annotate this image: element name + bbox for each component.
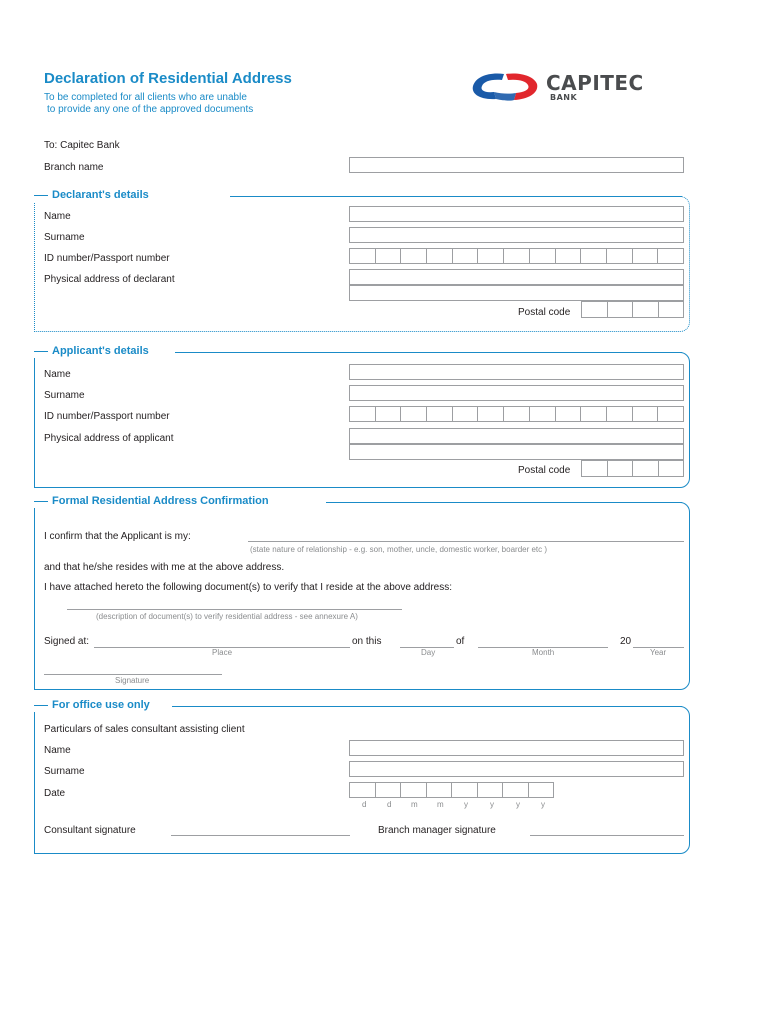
capitec-logo-icon xyxy=(470,70,540,104)
applicant-surname-field[interactable] xyxy=(349,385,684,401)
subtitle-line-2: to provide any one of the approved documents xyxy=(47,104,254,115)
place-hint: Place xyxy=(212,648,233,657)
logo-subtext: BANK xyxy=(550,93,578,102)
date-hint-m2: m xyxy=(437,800,444,809)
applicant-surname-label: Surname xyxy=(44,390,85,401)
signature-hint: Signature xyxy=(115,676,150,685)
declarant-surname-label: Surname xyxy=(44,232,85,243)
to-capitec-label: To: Capitec Bank xyxy=(44,140,120,151)
applicant-id-field[interactable] xyxy=(349,406,684,422)
confirmation-section-title: Formal Residential Address Confirmation xyxy=(34,495,275,507)
office-surname-field[interactable] xyxy=(349,761,684,777)
date-hint-m1: m xyxy=(411,800,418,809)
year-hint: Year xyxy=(650,648,667,657)
declarant-address-label: Physical address of declarant xyxy=(44,274,175,285)
declarant-name-field[interactable] xyxy=(349,206,684,222)
declarant-address-line-1[interactable] xyxy=(349,269,684,285)
declarant-section-title: Declarant's details xyxy=(34,189,155,201)
applicant-name-label: Name xyxy=(44,369,71,380)
consultant-signature-label: Consultant signature xyxy=(44,825,136,836)
relationship-line[interactable] xyxy=(248,541,684,542)
on-this-label: on this xyxy=(352,636,382,647)
date-hint-y4: y xyxy=(541,800,545,809)
confirm-relationship-label: I confirm that the Applicant is my: xyxy=(44,531,191,542)
office-date-field[interactable] xyxy=(349,782,554,798)
declarant-address-line-2[interactable] xyxy=(349,285,684,301)
logo-wordmark: CAPITEC xyxy=(546,71,644,95)
applicant-address-label: Physical address of applicant xyxy=(44,433,174,444)
signed-at-label: Signed at: xyxy=(44,636,90,647)
particulars-label: Particulars of sales consultant assisting client xyxy=(44,724,245,735)
declarant-id-label: ID number/Passport number xyxy=(44,253,170,264)
consultant-signature-line[interactable] xyxy=(171,835,350,836)
branch-name-field[interactable] xyxy=(349,157,684,173)
manager-signature-label: Branch manager signature xyxy=(378,825,496,836)
office-surname-label: Surname xyxy=(44,766,85,777)
year-prefix-label: 20 xyxy=(620,636,632,647)
page-title: Declaration of Residential Address xyxy=(44,70,292,87)
applicant-section-title: Applicant's details xyxy=(34,345,155,357)
date-hint-d1: d xyxy=(362,800,367,809)
documents-line[interactable] xyxy=(67,609,402,610)
office-name-field[interactable] xyxy=(349,740,684,756)
applicant-postal-label: Postal code xyxy=(518,465,571,476)
day-hint: Day xyxy=(421,648,436,657)
signature-line[interactable] xyxy=(44,674,222,675)
month-hint: Month xyxy=(532,648,555,657)
declarant-surname-field[interactable] xyxy=(349,227,684,243)
declarant-id-field[interactable] xyxy=(349,248,684,264)
date-hint-y2: y xyxy=(490,800,494,809)
date-hint-y1: y xyxy=(464,800,468,809)
applicant-name-field[interactable] xyxy=(349,364,684,380)
branch-name-label: Branch name xyxy=(44,162,104,173)
date-hint-d2: d xyxy=(387,800,392,809)
declarant-name-label: Name xyxy=(44,211,71,222)
date-hint-y3: y xyxy=(516,800,520,809)
of-label: of xyxy=(456,636,465,647)
manager-signature-line[interactable] xyxy=(530,835,684,836)
declarant-postal-field[interactable] xyxy=(581,301,684,318)
office-section-title: For office use only xyxy=(34,699,156,711)
documents-hint: (description of document(s) to verify residential address - see annexure A) xyxy=(96,612,358,621)
applicant-address-line-1[interactable] xyxy=(349,428,684,444)
office-name-label: Name xyxy=(44,745,71,756)
office-date-label: Date xyxy=(44,788,66,799)
applicant-address-line-2[interactable] xyxy=(349,444,684,460)
applicant-id-label: ID number/Passport number xyxy=(44,411,170,422)
capitec-logo xyxy=(470,70,682,106)
resides-statement: and that he/she resides with me at the above address. xyxy=(44,562,285,573)
attached-statement: I have attached hereto the following document(s) to verify that I reside at the above address: xyxy=(44,582,453,593)
declarant-postal-label: Postal code xyxy=(518,307,571,318)
subtitle-line-1: To be completed for all clients who are unable xyxy=(44,92,247,103)
relationship-hint: (state nature of relationship - e.g. son, mother, uncle, domestic worker, boarder etc ) xyxy=(250,545,548,554)
applicant-postal-field[interactable] xyxy=(581,460,684,477)
